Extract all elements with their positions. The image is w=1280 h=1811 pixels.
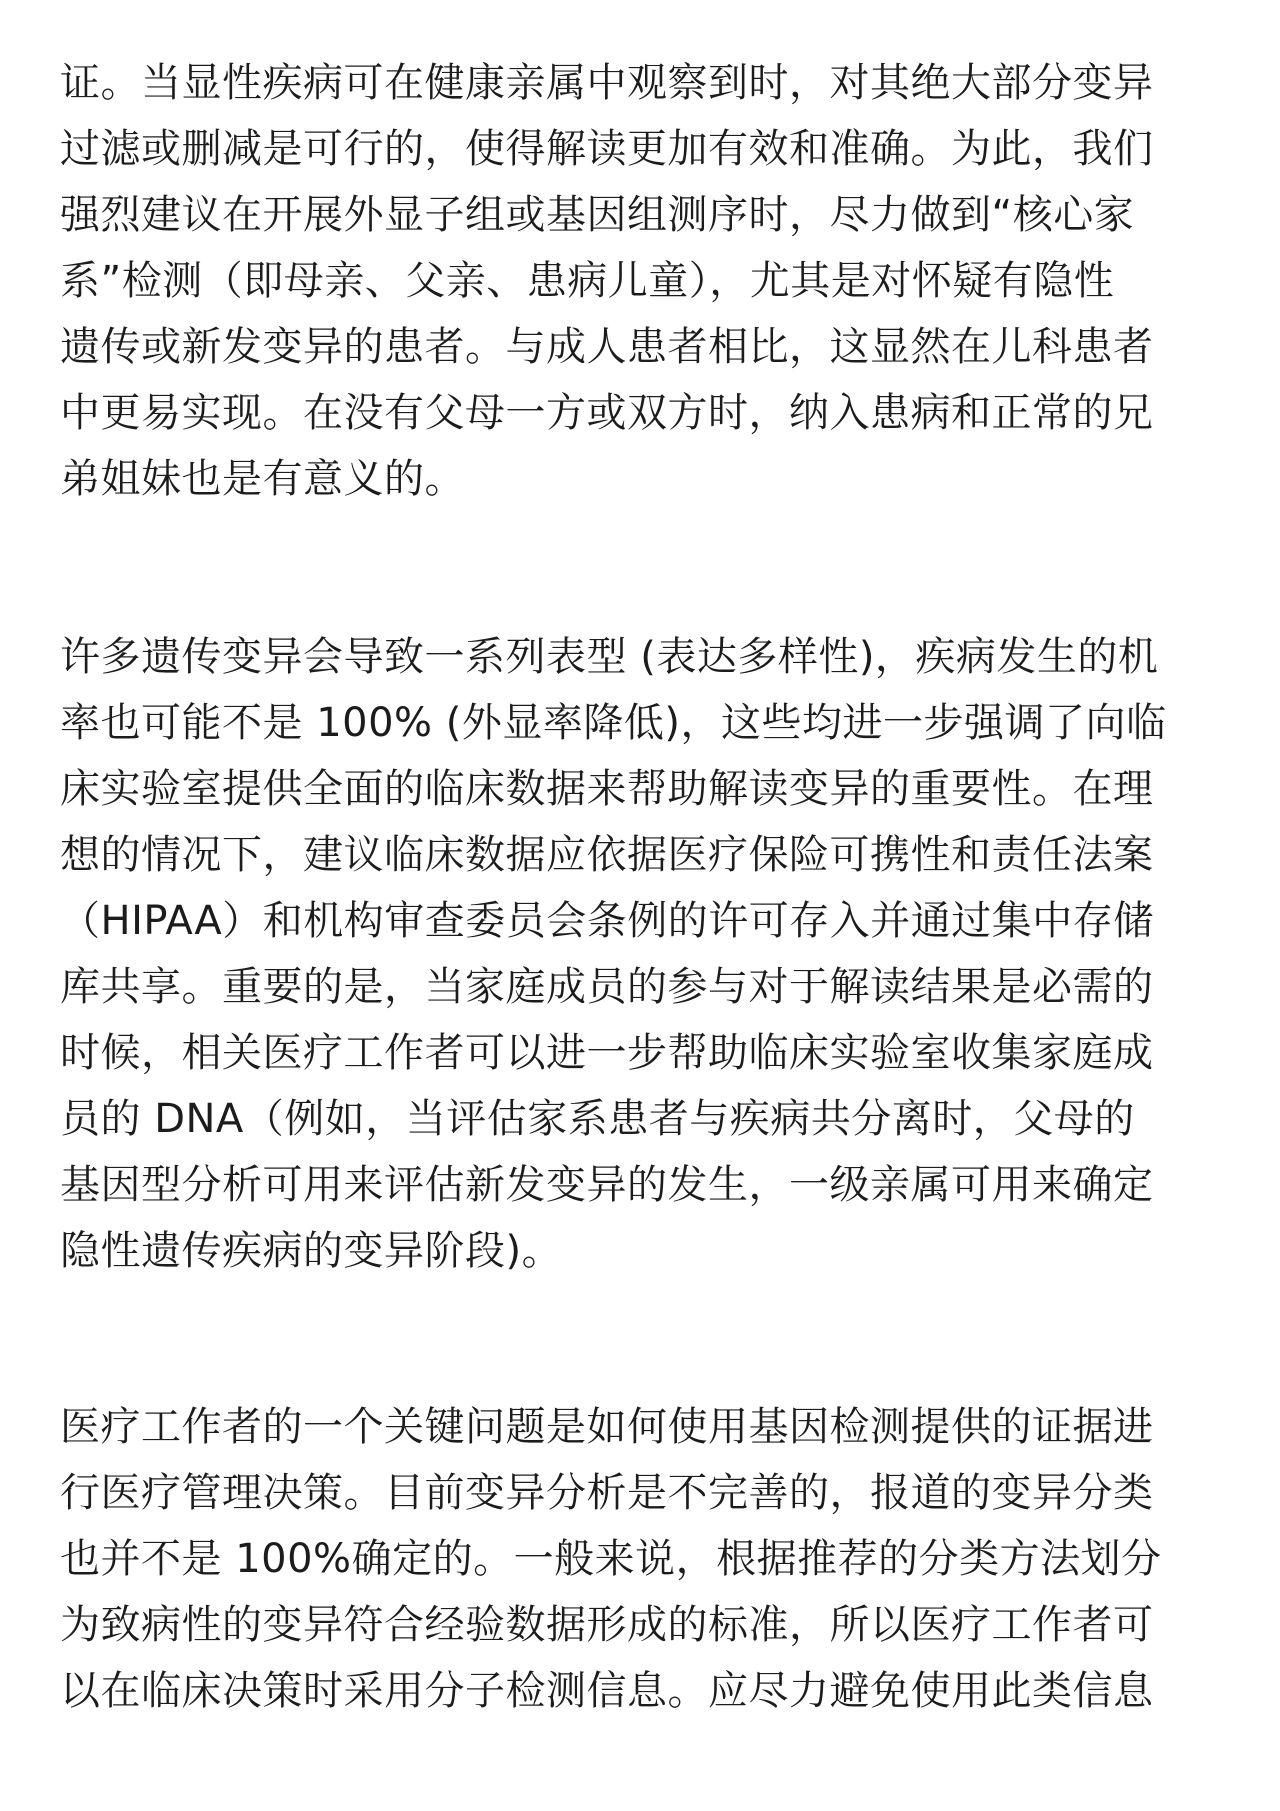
text-line: 遗传或新发变异的患者。与成人患者相比，这显然在儿科患者 [60,324,1154,370]
text-line: 隐性遗传疾病的变异阶段)。 [60,1228,563,1274]
text-line: 证。当显性疾病可在健康亲属中观察到时，对其绝大部分变异 [60,60,1154,106]
text-line: 时候，相关医疗工作者可以进一步帮助临床实验室收集家庭成 [60,1030,1154,1076]
text-line: 过滤或删减是可行的，使得解读更加有效和准确。为此，我们 [60,126,1154,172]
text-line: 也并不是 100%确定的。一般来说，根据推荐的分类方法划分 [60,1536,1162,1582]
text-line: 强烈建议在开展外显子组或基因组测序时，尽力做到“核心家 [60,192,1135,238]
text-line: 库共享。重要的是，当家庭成员的参与对于解读结果是必需的 [60,964,1154,1010]
text-line: 以在临床决策时采用分子检测信息。应尽力避免使用此类信息 [60,1668,1154,1714]
text-line: 许多遗传变异会导致一系列表型 (表达多样性)，疾病发生的机 [60,634,1159,680]
paragraph-1 [60,50,1230,512]
text-line: （HIPAA）和机构审查委员会条例的许可存入并通过集中存储 [60,898,1154,944]
text-line: 为致病性的变异符合经验数据形成的标准，所以医疗工作者可 [60,1602,1154,1648]
text-line: 弟姐妹也是有意义的。 [60,456,465,502]
text-line: 医疗工作者的一个关键问题是如何使用基因检测提供的证据进 [60,1404,1154,1450]
paragraph-2 [60,624,1230,1284]
text-line: 率也可能不是 100% (外显率降低)，这些均进一步强调了向临 [60,700,1167,746]
text-line: 床实验室提供全面的临床数据来帮助解读变异的重要性。在理 [60,766,1154,812]
text-line: 基因型分析可用来评估新发变异的发生，一级亲属可用来确定 [60,1162,1154,1208]
paragraph-3 [60,1394,1230,1724]
text-line: 行医疗管理决策。目前变异分析是不完善的，报道的变异分类 [60,1470,1154,1516]
text-line: 系”检测（即母亲、父亲、患病儿童），尤其是对怀疑有隐性 [60,258,1115,304]
text-line: 中更易实现。在没有父母一方或双方时，纳入患病和正常的兄 [60,390,1154,436]
text-line: 员的 DNA（例如，当评估家系患者与疾病共分离时，父母的 [60,1096,1135,1142]
text-line: 想的情况下，建议临床数据应依据医疗保险可携性和责任法案 [60,832,1154,878]
